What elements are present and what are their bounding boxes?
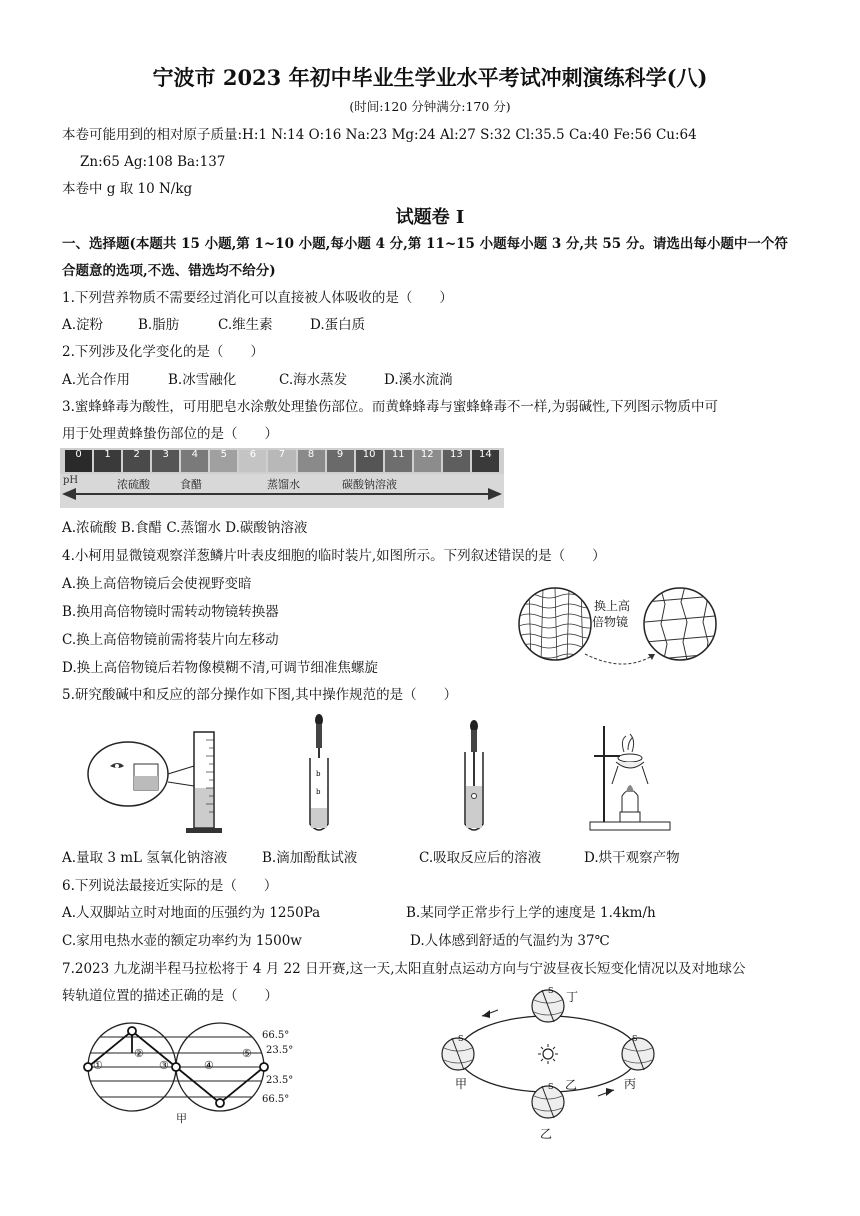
figure-label-1: 换上高 [594,599,631,613]
ph-number-1: 1 [104,449,111,460]
lat-label-2: 23.5° [266,1045,294,1056]
q1-option-b: B.脂肪 [138,317,180,333]
g-note: 本卷中 g 取 10 N/kg [62,181,193,197]
lat-label-4: 66.5° [262,1094,290,1105]
atomic-mass-line-1: 本卷可能用到的相对原子质量:H:1 N:14 O:16 Na:23 Mg:24 Al:27 S:32 Cl:35.5 Ca:40 Fe:56 Cu:64 [62,127,697,143]
q3-stem-2: 用于处理黄蜂蛰伤部位的是（ ） [62,426,278,442]
graduated-cylinder-figure [84,712,254,837]
pole-mark-ding: S [548,986,554,995]
q6-option-c: C.家用电热水壶的额定功率约为 1500w [62,933,302,949]
ph-number-5: 5 [220,449,228,460]
figure-label-2: 倍物镜 [592,615,629,629]
svg-text:b: b [316,788,321,796]
q5-option-c: C.吸取反应后的溶液 [419,850,542,866]
q4-option-d: D.换上高倍物镜后若物像模糊不清,可调节细准焦螺旋 [62,660,378,676]
q5-option-d: D.烘干观察产物 [584,850,680,866]
q4-stem: 4.小柯用显微镜观察洋葱鳞片叶表皮细胞的临时装片,如图所示。下列叙述错误的是（ ） [62,548,606,564]
q4-option-a: A.换上高倍物镜后会使视野变暗 [62,576,252,592]
pole-mark-yi: S [548,1082,554,1091]
q6-option-a: A.人双脚站立时对地面的压强约为 1250Pa [62,905,321,921]
lat-label-3: 23.5° [266,1075,294,1086]
q1-option-a: A.淀粉 [62,317,104,333]
q3-stem-1: 3.蜜蜂蜂毒为酸性，可用肥皂水涂敷处理蛰伤部位。而黄蜂蜂毒与蜜蜂蜂毒不一样,为弱碱性,下列图示物质中可 [62,399,718,415]
ph-number-7: 7 [278,449,286,460]
substance-distilled-water: 蒸馏水 [267,478,300,491]
q2-option-b: B.冰雪融化 [168,372,237,388]
q4-option-b: B.换用高倍物镜时需转动物镜转换器 [62,604,279,620]
sun-icon [538,1044,558,1064]
ph-number-6: 6 [249,449,257,460]
q2-stem: 2.下列涉及化学变化的是（ ） [62,344,264,360]
q3-options: A.浓硫酸 B.食醋 C.蒸馏水 D.碳酸钠溶液 [62,520,308,536]
page-title: 宁波市 2023 年初中毕业生学业水平考试冲刺演练科学(八) [152,65,708,90]
pipette-test-tube-figure [455,712,495,837]
lat-label-1: 66.5° [262,1030,290,1041]
q2-option-c: C.海水蒸发 [279,372,348,388]
q7-stem-1: 7.2023 九龙湖半程马拉松将于 4 月 22 日开赛,这一天,太阳直射点运动方向与宁波昼夜长短变化情况以及对地球公 [62,961,746,977]
microscope-figure [515,582,715,682]
q5-option-a: A.量取 3 mL 氢氧化钠溶液 [62,850,228,866]
section-title: 试题卷 I [395,207,465,228]
q6-option-d: D.人体感到舒适的气温约为 37℃ [410,933,610,949]
evaporating-dish-figure [580,712,690,837]
ph-number-12: 12 [420,449,434,460]
q1-stem: 1.下列营养物质不需要经过消化可以直接被人体吸收的是（ ） [62,290,453,306]
q1-option-c: C.维生素 [218,317,273,333]
ph-number-2: 2 [133,449,140,460]
ph-number-14: 14 [479,449,492,460]
q6-option-b: B.某同学正常步行上学的速度是 1.4km/h [406,905,656,921]
substance-vinegar: 食醋 [180,478,202,491]
ph-number-11: 11 [391,449,405,460]
section-instructions-1: 一、选择题(本题共 15 小题,第 1~10 小题,每小题 4 分,第 11~15 小题每小题 3 分,共 55 分。请选出每小题中一个符 [62,236,788,252]
substance-sodium-carbonate: 碳酸钠溶液 [342,478,397,491]
orbit-label-jia: 甲 [455,1077,468,1091]
point-label-2: ② [134,1047,144,1060]
q7-stem-2: 转轨道位置的描述正确的是（ ） [62,988,278,1004]
orbit-label-yi-bottom: 乙 [540,1127,553,1141]
point-label-1: ① [93,1059,103,1072]
ph-number-3: 3 [162,449,169,460]
ph-number-0: 0 [75,449,82,460]
q1-option-d: D.蛋白质 [310,317,366,333]
q6-stem: 6.下列说法最接近实际的是（ ） [62,878,278,894]
point-label-3: ③ [159,1059,169,1072]
orbit-label-bing: 丙 [624,1077,637,1091]
section-instructions-2: 合题意的选项,不选、错选均不给分) [62,263,276,279]
point-label-4: ④ [204,1059,214,1072]
earth-orbit-figure [438,988,658,1138]
left-figure-caption: 甲 [176,1112,187,1125]
substance-conc-sulfuric-acid: 浓硫酸 [117,478,150,491]
exam-time-info: (时间:120 分钟满分:170 分) [349,99,511,114]
q5-option-b: B.滴加酚酞试液 [262,850,358,866]
q2-option-d: D.溪水流淌 [384,372,453,388]
ph-number-13: 13 [449,449,463,460]
svg-text:b: b [316,770,321,778]
orbit-label-ding: 丁 [566,990,579,1004]
ph-number-8: 8 [307,449,315,460]
point-label-5: ⑤ [242,1047,252,1060]
q2-option-a: A.光合作用 [62,372,131,388]
pole-mark-jia: S [458,1034,464,1043]
q4-option-c: C.换上高倍物镜前需将装片向左移动 [62,632,279,648]
orbit-label-yi-inner: 乙 [565,1078,578,1092]
ph-number-4: 4 [191,449,198,460]
q5-stem: 5.研究酸碱中和反应的部分操作如下图,其中操作规范的是（ ） [62,687,458,703]
ph-label: pH [63,475,79,486]
ph-number-10: 10 [362,449,376,460]
atomic-mass-line-2: Zn:65 Ag:108 Ba:137 [80,154,226,170]
dropper-test-tube-figure [300,712,340,837]
pole-mark-bing: S [632,1034,638,1043]
ph-scale-figure [60,448,504,508]
ph-number-9: 9 [336,449,344,460]
